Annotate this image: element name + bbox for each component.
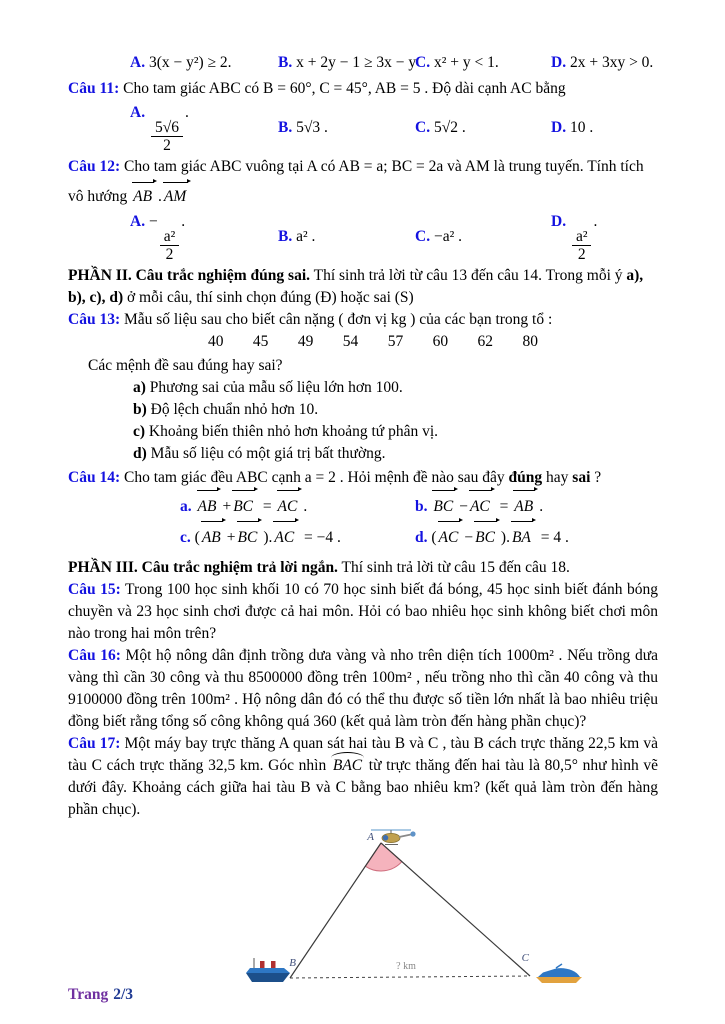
section-heading-part2 — [68, 265, 658, 287]
operator: − — [459, 497, 468, 515]
question-text: Một hộ nông dân định trồng dưa vàng và nho trên diện tích 1000m² . Nếu trồng dưa vàng thì cần 30 công và thu 8500000 đồng trên 100m² , nếu trồng nho thì cần 40 công và thu 9100000 đồng trên 100m² . Hộ nông dân đó có thể thu được số tiền lớn nhất là bao nhiêu triệu đồng biết rằng tổng số công không quá 360 (kết quả làm tròn đến hàng phần chục)? — [68, 646, 658, 730]
statement-key: c) — [133, 422, 146, 440]
footer-page-word: Trang — [68, 986, 109, 1003]
option-c — [180, 523, 415, 551]
option-a — [180, 492, 415, 520]
question-label: Câu 13: — [68, 310, 121, 328]
statement-key: d) — [133, 444, 147, 462]
statement-key: a) — [133, 378, 146, 396]
triangle-side-ac — [381, 843, 530, 976]
question-label: Câu 17: — [68, 734, 121, 752]
option-text: 5√3 . — [296, 118, 328, 136]
option-text: . — [184, 104, 189, 121]
data-value: 45 — [252, 332, 269, 350]
option-b — [278, 226, 415, 248]
emph-dung: đúng — [508, 468, 543, 486]
question-label: Câu 14: — [68, 468, 121, 486]
option-c — [415, 226, 551, 248]
data-value: 62 — [477, 332, 494, 350]
data-value: 49 — [297, 332, 314, 350]
question-label: Câu 12: — [68, 157, 121, 175]
statement-text: Độ lệch chuẩn nhỏ hơn 10. — [146, 400, 319, 418]
fraction — [160, 228, 180, 263]
vector-ac: AC — [438, 523, 462, 551]
distance-label: ? km — [396, 960, 416, 972]
option-letter: B. — [278, 54, 293, 71]
section-heading-part2-line2 — [68, 287, 658, 309]
operator: = — [495, 497, 513, 515]
option-a — [130, 211, 278, 263]
section-text: Thí sinh trả lời từ câu 15 đến câu 18. — [337, 558, 570, 576]
vector-bc: BC — [237, 523, 261, 551]
angle-bac-notation: BAC — [331, 755, 364, 777]
section-title: PHẦN III. Câu trắc nghiệm trả lời ngắn. — [68, 558, 338, 576]
data-values-row — [208, 331, 538, 353]
dashed-line-bc — [290, 976, 530, 978]
dot-operator: . — [158, 187, 162, 205]
data-value: 57 — [387, 332, 404, 350]
option-letter: A. — [130, 212, 146, 230]
statement-d — [133, 443, 658, 465]
option-letter: d. — [415, 528, 428, 546]
statement-text: Phương sai của mẫu số liệu lớn hơn 100. — [145, 378, 403, 396]
option-text: = −4 . — [300, 528, 341, 546]
vector-ba: BA — [511, 523, 534, 551]
statement-c — [133, 421, 658, 443]
section-text-bold: a), — [626, 266, 644, 284]
question-label: Câu 16: — [68, 646, 121, 664]
question-text: từ trực thăng đến hai tàu là 80,5° như hình vẽ dưới đây. Khoảng cách giữa hai tàu B và C bằng bao nhiêu km? (kết quả làm tròn đến hàng phần chục). — [68, 756, 658, 818]
option-d — [415, 523, 658, 551]
question-10-options-row — [68, 52, 658, 74]
vector-ac: AC — [277, 492, 301, 520]
fraction — [151, 119, 183, 154]
option-letter: D. — [551, 212, 567, 230]
question-17-figure — [238, 825, 658, 1010]
vector-am: AM — [163, 184, 189, 209]
paren: ( — [194, 528, 200, 546]
question-13 — [68, 309, 658, 331]
minus-sign: − — [148, 212, 158, 230]
operator: − — [464, 528, 474, 546]
option-c — [415, 117, 551, 139]
option-text: = 4 . — [536, 528, 569, 546]
statement-key: b) — [133, 400, 147, 418]
option-letter: A. — [130, 104, 146, 121]
option-text: 3(x − y²) ≥ 2. — [148, 54, 232, 71]
statement-text: Khoảng biến thiên nhỏ hơn khoảng tứ phân vị. — [145, 422, 439, 440]
option-letter: D. — [551, 54, 567, 71]
question-12 — [68, 156, 658, 178]
option-d — [551, 52, 658, 74]
vector-ab: AB — [513, 492, 536, 520]
option-letter: B. — [278, 227, 293, 245]
section-text: ở mỗi câu, thí sinh chọn đúng (Đ) hoặc sai (S) — [123, 288, 414, 306]
question-label: Câu 15: — [68, 580, 121, 598]
option-letter: A. — [130, 54, 146, 71]
paren: ( — [431, 528, 437, 546]
vector-ac: AC — [469, 492, 493, 520]
option-text: . — [539, 497, 544, 515]
option-letter: b. — [415, 497, 428, 515]
question-text: Cho tam giác ABC vuông tại A có AB = a; BC = 2a và AM là trung tuyến. Tính tích — [120, 157, 644, 175]
question-12-options-row — [68, 211, 658, 263]
section-text-bold: b), c), d) — [68, 288, 124, 306]
fraction-numerator: a² — [160, 228, 180, 246]
statement-text: Mẫu số liệu có một giá trị bất thường. — [146, 444, 386, 462]
question-11 — [68, 78, 658, 100]
triangle-side-ab — [290, 843, 381, 978]
question-text: hay — [542, 468, 573, 486]
option-a — [130, 52, 278, 74]
fraction-denominator: 2 — [577, 245, 586, 263]
question-14-options-row2 — [68, 523, 658, 551]
question-text: vô hướng — [68, 187, 132, 205]
fraction-denominator: 2 — [163, 136, 171, 154]
option-text: a² . — [296, 227, 316, 245]
question-label: Câu 11: — [68, 80, 120, 97]
question-13-prompt: Các mệnh đề sau đúng hay sai? — [88, 356, 283, 374]
vertex-label-c: C — [521, 951, 529, 964]
section-heading-part3 — [68, 557, 658, 579]
footer-page-number: 2/3 — [113, 986, 134, 1003]
option-b — [278, 52, 415, 74]
operator: ). — [263, 528, 273, 546]
question-text: Trong 100 học sinh khối 10 có 70 học sinh biết đá bóng, 45 học sinh biết đánh bóng chuyền và 23 học sinh chơi được cả hai môn. Hỏi có bao nhiêu học sinh không biết chơi môn nào trong hai môn trên? — [68, 580, 658, 642]
option-d — [551, 117, 658, 139]
vector-ab: AB — [201, 523, 224, 551]
question-14 — [68, 467, 658, 489]
data-value: 54 — [342, 332, 359, 350]
option-b — [278, 117, 415, 139]
vector-bc: BC — [232, 492, 256, 520]
option-letter: C. — [415, 54, 431, 71]
data-value: 60 — [432, 332, 449, 350]
operator: ). — [500, 528, 510, 546]
option-text: . — [181, 212, 186, 230]
vertex-label-a: A — [367, 830, 374, 843]
fraction-numerator: 5√6 — [151, 119, 183, 137]
vector-bc: BC — [474, 523, 498, 551]
option-a — [130, 102, 278, 154]
option-letter: a. — [180, 497, 192, 515]
option-text: x² + y < 1. — [433, 54, 499, 71]
operator: = — [259, 497, 276, 515]
page-footer — [68, 984, 133, 1006]
option-letter: D. — [551, 118, 567, 136]
option-text: −a² . — [433, 227, 462, 245]
vector-ac: AC — [273, 523, 297, 551]
option-b — [415, 492, 658, 520]
question-text: ? — [590, 468, 602, 486]
vector-ab: AB — [197, 492, 220, 520]
section-text: Thí sinh trả lời từ câu 13 đến câu 14. Trong mỗi ý — [310, 266, 627, 284]
operator: + — [226, 528, 236, 546]
vector-ab: AB — [132, 184, 155, 209]
data-value: 40 — [208, 332, 224, 350]
option-letter: C. — [415, 227, 431, 245]
option-letter: B. — [278, 118, 293, 136]
section-title: PHẦN II. Câu trắc nghiệm đúng sai. — [68, 266, 310, 284]
option-letter: c. — [180, 528, 191, 546]
ship-icon-b — [246, 958, 290, 982]
operator: + — [222, 497, 232, 515]
option-letter: C. — [415, 118, 431, 136]
question-15 — [68, 579, 658, 645]
triangle-figure — [238, 825, 590, 1003]
vertex-label-b: B — [289, 956, 296, 969]
question-text: Cho tam giác ABC có B = 60°, C = 45°, AB = 5 . Độ dài cạnh AC bằng — [119, 80, 566, 97]
statement-a — [133, 377, 658, 399]
helicopter-icon — [371, 830, 416, 845]
question-text: Mẫu số liệu sau cho biết cân nặng ( đơn vị kg ) của các bạn trong tổ : — [120, 310, 553, 328]
question-12-line2 — [68, 184, 658, 209]
question-text: Một máy bay trực thăng A quan sát hai tàu B và C , tàu B cách trực thăng 22,5 km và tàu C cách trực thăng 32,5 km. Góc nhìn — [68, 734, 658, 774]
statement-b — [133, 399, 658, 421]
vector-bc: BC — [432, 492, 456, 520]
option-text: 5√2 . — [433, 118, 466, 136]
option-text: x + 2y − 1 ≥ 3x − y — [296, 54, 417, 71]
option-text: 10 . — [569, 118, 594, 136]
ship-icon-c — [536, 964, 582, 983]
question-text: Cho tam giác đều ABC cạnh a = 2 . Hỏi mệnh đề nào sau đây — [120, 468, 509, 486]
fraction-numerator: a² — [572, 228, 592, 246]
question-14-options-row1 — [68, 492, 658, 520]
option-text: 2x + 3xy > 0. — [569, 54, 654, 71]
question-11-options-row — [68, 102, 658, 154]
emph-sai: sai — [572, 468, 591, 486]
fraction-denominator: 2 — [165, 245, 174, 263]
option-c — [415, 52, 551, 74]
data-value: 80 — [522, 332, 538, 350]
question-17 — [68, 733, 658, 821]
option-text: . — [303, 497, 308, 515]
fraction — [572, 228, 592, 263]
option-d — [551, 211, 658, 263]
question-16 — [68, 645, 658, 733]
option-text: . — [593, 212, 598, 230]
